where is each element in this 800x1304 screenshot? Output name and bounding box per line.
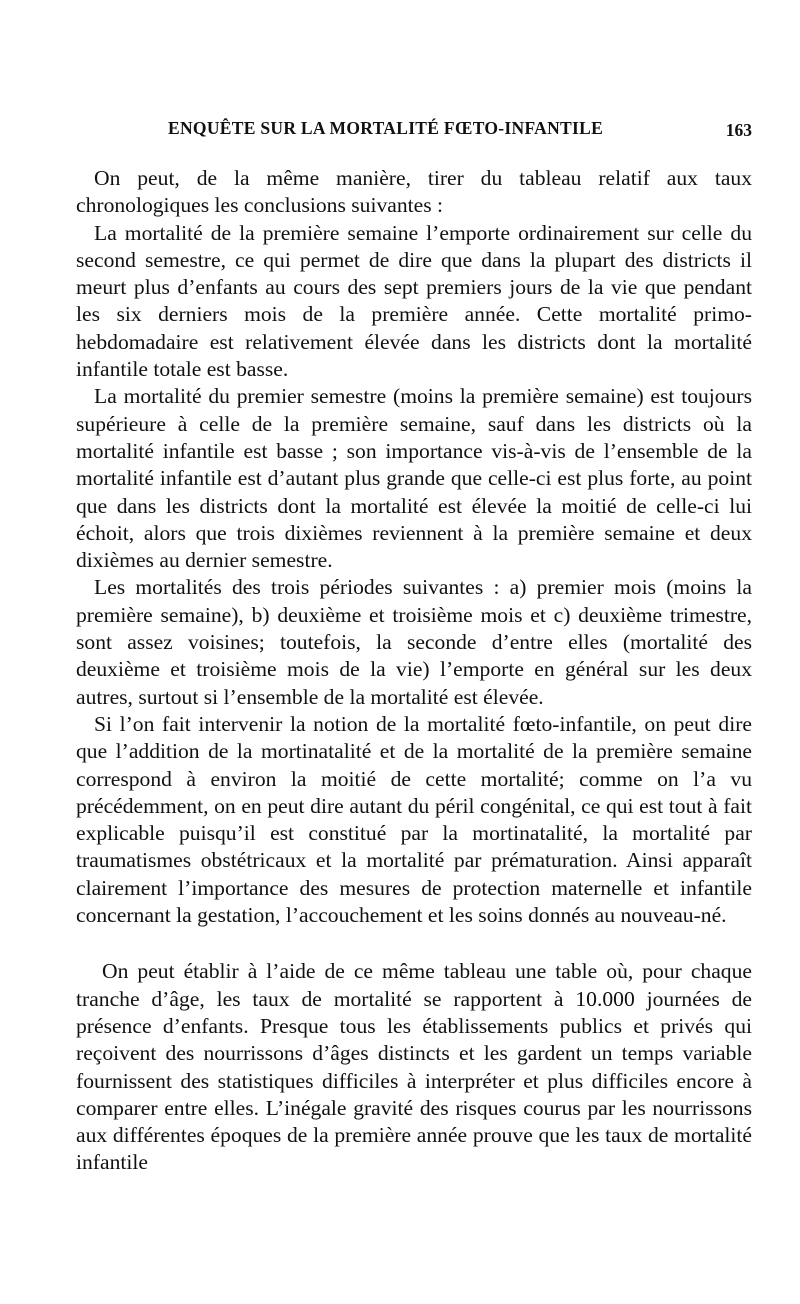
paragraph-conclusions-intro: On peut, de la même manière, tirer du tableau relatif aux taux chronologiques les conclusions suivantes : (76, 166, 752, 218)
body-text (76, 165, 752, 1177)
paragraph-three-periods: Les mortalités des trois périodes suivantes : a) premier mois (moins la première semaine), b) deuxième et troisième mois et c) deuxième trimestre, sont assez voisines; toutefois, la seconde d’entre elles (mortalité des deuxième et troisième mois de la vie) l’emporte en général sur les deux autres, surtout si l’ensemble de la mortalité est élevée. (76, 575, 752, 709)
running-header (76, 118, 752, 148)
paragraph-first-semester: La mortalité du premier semestre (moins la première semaine) est toujours supérieure à celle de la première semaine, sauf dans les districts où la mortalité infantile est basse ; son importance vis-à-vis de l’ensemble de la mortalité infantile est d’autant plus grande que celle-ci est plus forte, au point que dans les districts dont la mortalité est élevée la moitié de celle-ci lui échoit, alors que trois dixièmes reviennent à la première semaine et deux dixièmes au dernier semestre. (76, 384, 752, 573)
running-title: ENQUÊTE SUR LA MORTALITÉ FŒTO-INFANTILE (168, 118, 604, 138)
paragraph-first-week: La mortalité de la première semaine l’emporte ordinairement sur celle du second semestre, ce qui permet de dire que dans la plupart des districts il meurt plus d’enfants au cours des sept premiers jours de la vie que pendant les six derniers mois de la première année. Cette mortalité primo-hebdomadaire est relativement élevée dans les districts dont la mortalité infantile totale est basse. (76, 220, 752, 382)
paragraph-foeto-infantile: Si l’on fait intervenir la notion de la mortalité fœto-infantile, on peut dire que l’addition de la mortinatalité et de la mortalité de la première semaine correspond à environ la moitié de cette mortalité; comme on l’a vu précédemment, on en peut dire autant du péril congénital, ce qui est tout à fait explicable puisqu’il est constitué par la mortinatalité, la mortalité par traumatismes obstétricaux et la mortalité par prématuration. Ainsi apparaît clairement l’importance des mesures de protection maternelle et infantile concernant la gestation, l’accouchement et les soins donnés au nouveau-né. (76, 711, 752, 928)
paragraph-presence-days: On peut établir à l’aide de ce même tableau une table où, pour chaque tranche d’âge, les taux de mortalité se rapportent à 10.000 journées de présence d’enfants. Presque tous les établissements publics et privés qui reçoivent des nourrissons d’âges distincts et les gardent un temps variable fournissent des statistiques difficiles à interpréter et plus difficiles encore à comparer entre elles. L’inégale gravité des risques courus par les nourrissons aux différentes époques de la première année prouve que les taux de mortalité infantile (76, 959, 752, 1175)
page-number: 163 (725, 120, 752, 140)
